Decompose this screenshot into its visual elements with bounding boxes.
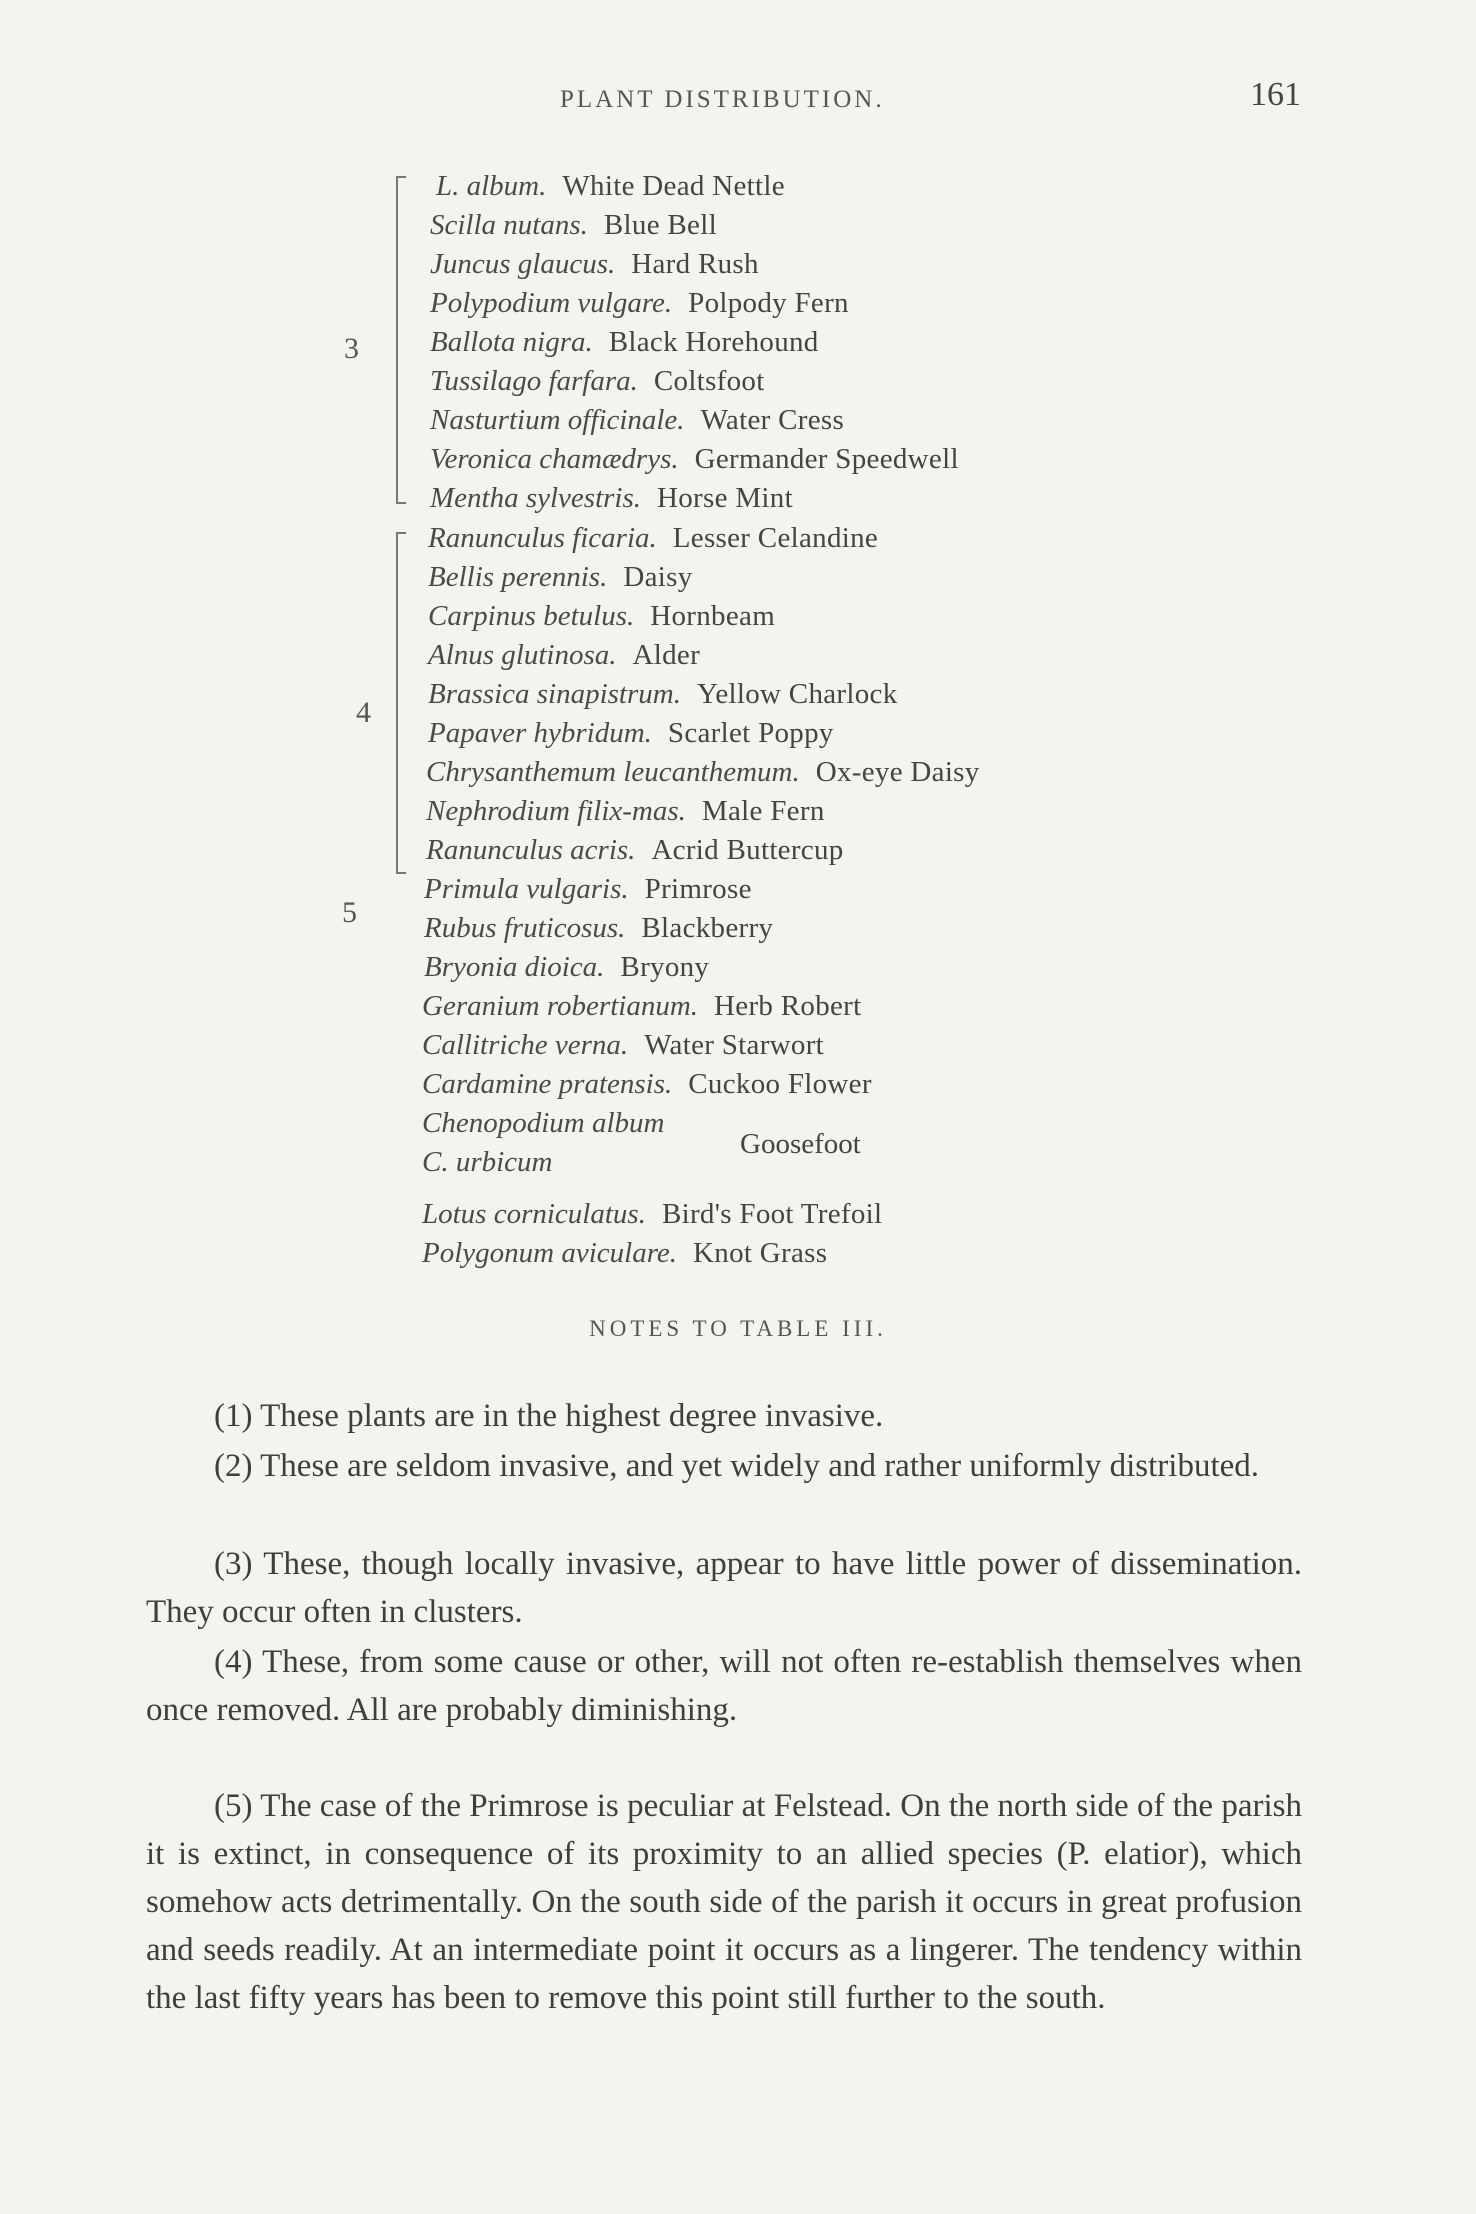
plant-row xyxy=(422,1103,664,1143)
latin-name: Polypodium vulgare. xyxy=(430,287,673,319)
latin-name: L. album. xyxy=(436,170,547,202)
plant-row xyxy=(426,791,825,831)
plant-row xyxy=(430,400,844,440)
common-name: Water Cress xyxy=(700,404,845,436)
latin-name: Carpinus betulus. xyxy=(428,600,635,632)
latin-name: Callitriche verna. xyxy=(422,1029,629,1061)
latin-name: Nasturtium officinale. xyxy=(430,404,685,436)
group-number-5: 5 xyxy=(342,896,357,929)
note-text: These plants are in the highest degree invasive. xyxy=(260,1398,884,1434)
plant-row xyxy=(424,947,709,987)
note-number: (4) xyxy=(214,1644,253,1680)
brace-cap xyxy=(396,176,406,178)
brace-cap xyxy=(396,872,406,874)
latin-name: Brassica sinapistrum. xyxy=(428,678,681,710)
plant-row xyxy=(422,1233,827,1273)
latin-name: C. urbicum xyxy=(422,1146,553,1178)
plant-row xyxy=(430,244,759,284)
plant-row xyxy=(430,283,849,323)
plant-row xyxy=(424,908,773,948)
plant-row xyxy=(430,439,959,479)
common-name: Yellow Charlock xyxy=(696,678,898,710)
plant-row xyxy=(422,986,861,1026)
common-name: Hornbeam xyxy=(650,600,776,632)
note-number: (2) xyxy=(214,1448,253,1484)
plant-row xyxy=(430,361,765,401)
latin-name: Bryonia dioica. xyxy=(424,951,605,983)
group-number-3: 3 xyxy=(344,332,359,365)
notes-heading: NOTES TO TABLE III. xyxy=(589,1316,887,1341)
common-name: Lesser Celandine xyxy=(672,522,879,554)
plant-row xyxy=(428,518,878,558)
latin-name: Geranium robertianum. xyxy=(422,990,699,1022)
common-name: Ox-eye Daisy xyxy=(815,756,980,788)
common-name: Blue Bell xyxy=(603,209,717,241)
latin-name: Mentha sylvestris. xyxy=(430,482,642,514)
plant-row xyxy=(428,596,775,636)
common-name: Blackberry xyxy=(641,912,774,944)
common-name: Primrose xyxy=(644,873,752,905)
common-name: Cuckoo Flower xyxy=(688,1068,872,1100)
brace-cap xyxy=(396,502,406,504)
plant-row xyxy=(422,1064,872,1104)
plant-row xyxy=(424,869,752,909)
latin-name: Bellis perennis. xyxy=(428,561,608,593)
note-text: These, though locally invasive, appear to have little power of dissemination. They occur often in clusters. xyxy=(146,1546,1302,1630)
common-name: Black Horehound xyxy=(608,326,819,358)
note-number: (1) xyxy=(214,1398,253,1434)
common-name: White Dead Nettle xyxy=(562,170,785,202)
plant-row xyxy=(422,1194,882,1234)
latin-name: Rubus fruticosus. xyxy=(424,912,626,944)
common-name: Germander Speedwell xyxy=(694,443,959,475)
plant-row xyxy=(430,205,717,245)
brace-cap xyxy=(396,532,406,534)
note-text: These, from some cause or other, will not often re-establish themselves when once removed. All are probably diminishing. xyxy=(146,1644,1302,1728)
latin-name: Lotus corniculatus. xyxy=(422,1198,646,1230)
latin-name: Juncus glaucus. xyxy=(430,248,616,280)
common-name: Scarlet Poppy xyxy=(667,717,834,749)
latin-name: Tussilago farfara. xyxy=(430,365,638,397)
common-name: Horse Mint xyxy=(657,482,793,514)
common-name: Hard Rush xyxy=(631,248,759,280)
latin-name: Alnus glutinosa. xyxy=(428,639,617,671)
group-number-4: 4 xyxy=(356,696,371,729)
note-text: These are seldom invasive, and yet widely and rather uniformly distributed. xyxy=(260,1448,1260,1484)
common-name: Knot Grass xyxy=(693,1237,828,1269)
latin-name: Chenopodium album xyxy=(422,1107,665,1139)
brace-group-3 xyxy=(396,176,398,502)
note-5 xyxy=(146,1782,1302,2022)
common-name: Bird's Foot Trefoil xyxy=(661,1198,883,1230)
latin-name: Primula vulgaris. xyxy=(424,873,629,905)
common-name: Herb Robert xyxy=(714,990,862,1022)
common-name: Polpody Fern xyxy=(688,287,849,319)
common-name: Daisy xyxy=(623,561,693,593)
note-4 xyxy=(146,1638,1302,1734)
latin-name: Chrysanthemum leucanthemum. xyxy=(426,756,800,788)
note-text: The case of the Primrose is peculiar at Felstead. On the north side of the parish it is extinct, in consequence of its proximity to an allied species (P. elatior), which somehow acts detrimentally. On the south side of the parish it occurs in great profusion and seeds readily. At an intermediate point it occurs as a lingerer. The tendency within the last fifty years has been to remove this point still further to the south. xyxy=(146,1788,1303,2016)
latin-name: Papaver hybridum. xyxy=(428,717,652,749)
goosefoot-label: Goosefoot xyxy=(740,1128,861,1160)
latin-name: Cardamine pratensis. xyxy=(422,1068,673,1100)
plant-row xyxy=(426,752,980,792)
common-name: Bryony xyxy=(620,951,710,983)
plant-row xyxy=(430,478,793,518)
latin-name: Ranunculus ficaria. xyxy=(428,522,657,554)
latin-name: Scilla nutans. xyxy=(430,209,588,241)
latin-name: Veronica chamædrys. xyxy=(430,443,679,475)
note-1 xyxy=(146,1392,1302,1440)
plant-row xyxy=(430,322,819,362)
brace-group-4 xyxy=(396,532,398,872)
plant-row xyxy=(428,713,834,753)
plant-row xyxy=(436,166,785,206)
plant-row xyxy=(422,1025,824,1065)
common-name: Acrid Buttercup xyxy=(651,834,844,866)
latin-name: Nephrodium filix-mas. xyxy=(426,795,686,827)
common-name: Alder xyxy=(632,639,701,671)
note-2 xyxy=(146,1442,1302,1490)
page-number: 161 xyxy=(1250,76,1301,113)
plant-row xyxy=(428,635,700,675)
common-name: Water Starwort xyxy=(644,1029,825,1061)
latin-name: Ranunculus acris. xyxy=(426,834,636,866)
plant-row xyxy=(428,674,898,714)
common-name: Male Fern xyxy=(701,795,825,827)
plant-row xyxy=(426,830,844,870)
note-3 xyxy=(146,1540,1302,1636)
note-number: (5) xyxy=(214,1788,253,1824)
plant-row xyxy=(422,1142,553,1182)
latin-name: Polygonum aviculare. xyxy=(422,1237,678,1269)
note-number: (3) xyxy=(214,1546,253,1582)
plant-row xyxy=(428,557,693,597)
common-name: Coltsfoot xyxy=(653,365,765,397)
running-head: PLANT DISTRIBUTION. xyxy=(560,86,885,113)
latin-name: Ballota nigra. xyxy=(430,326,593,358)
